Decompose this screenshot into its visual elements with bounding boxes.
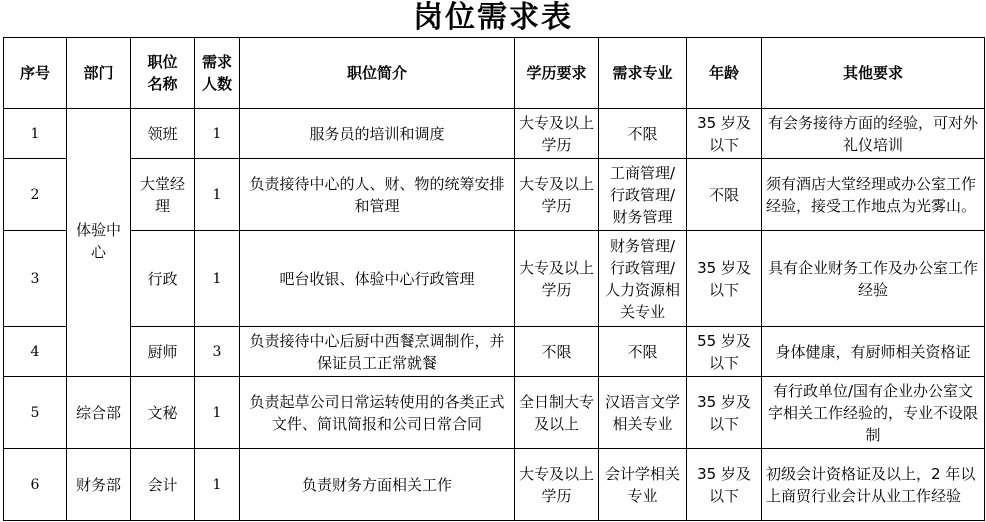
position-cell: 领班 bbox=[131, 109, 195, 159]
table-row bbox=[4, 109, 985, 159]
major-cell: 不限 bbox=[599, 109, 687, 159]
education-cell: 不限 bbox=[515, 327, 599, 377]
other-cell: 身体健康，有厨师相关资格证 bbox=[762, 327, 985, 377]
header-age: 年龄 bbox=[687, 38, 762, 109]
major-cell: 工商管理/行政管理/财务管理 bbox=[599, 159, 687, 231]
education-cell: 大专及以上学历 bbox=[515, 159, 599, 231]
header-other: 其他要求 bbox=[762, 38, 985, 109]
age-cell: 35 岁及以下 bbox=[687, 109, 762, 159]
description-cell: 负责起草公司日常运转使用的各类正式文件、简讯简报和公司日常合同 bbox=[240, 377, 515, 449]
major-cell: 会计学相关专业 bbox=[599, 449, 687, 521]
position-cell: 厨师 bbox=[131, 327, 195, 377]
department-cell: 财务部 bbox=[67, 449, 131, 521]
count-cell: 1 bbox=[195, 231, 240, 327]
other-cell: 须有酒店大堂经理或办公室工作经验，接受工作地点为光雾山。 bbox=[762, 159, 985, 231]
row-index: 2 bbox=[4, 159, 67, 231]
header-department: 部门 bbox=[67, 38, 131, 109]
row-index: 3 bbox=[4, 231, 67, 327]
department-cell: 综合部 bbox=[67, 377, 131, 449]
page-title: 岗位需求表 bbox=[413, 0, 573, 35]
other-cell: 初级会计资格证及以上，2 年以上商贸行业会计从业工作经验 bbox=[762, 449, 985, 521]
header-index: 序号 bbox=[4, 38, 67, 109]
count-cell: 3 bbox=[195, 327, 240, 377]
count-cell: 1 bbox=[195, 159, 240, 231]
description-cell: 负责财务方面相关工作 bbox=[240, 449, 515, 521]
major-cell: 财务管理/行政管理/人力资源相关专业 bbox=[599, 231, 687, 327]
education-cell: 大专及以上学历 bbox=[515, 109, 599, 159]
education-cell: 大专及以上学历 bbox=[515, 231, 599, 327]
job-requirements-table bbox=[3, 37, 985, 521]
age-cell: 35 岁及以下 bbox=[687, 449, 762, 521]
other-cell: 具有企业财务工作及办公室工作经验 bbox=[762, 231, 985, 327]
position-cell: 大堂经理 bbox=[131, 159, 195, 231]
position-cell: 会计 bbox=[131, 449, 195, 521]
header-description: 职位简介 bbox=[240, 38, 515, 109]
education-cell: 全日制大专及以上 bbox=[515, 377, 599, 449]
row-index: 1 bbox=[4, 109, 67, 159]
description-cell: 负责接待中心后厨中西餐烹调制作，并保证员工正常就餐 bbox=[240, 327, 515, 377]
count-cell: 1 bbox=[195, 449, 240, 521]
position-cell: 文秘 bbox=[131, 377, 195, 449]
description-cell: 负责接待中心的人、财、物的统筹安排和管理 bbox=[240, 159, 515, 231]
header-major: 需求专业 bbox=[599, 38, 687, 109]
table-row bbox=[4, 231, 985, 327]
department-cell: 体验中心 bbox=[67, 109, 131, 377]
row-index: 6 bbox=[4, 449, 67, 521]
other-cell: 有行政单位/国有企业办公室文字相关工作经验的，专业不设限制 bbox=[762, 377, 985, 449]
description-cell: 吧台收银、体验中心行政管理 bbox=[240, 231, 515, 327]
age-cell: 55 岁及以下 bbox=[687, 327, 762, 377]
header-row bbox=[4, 38, 985, 109]
description-cell: 服务员的培训和调度 bbox=[240, 109, 515, 159]
count-cell: 1 bbox=[195, 109, 240, 159]
header-count: 需求 人数 bbox=[195, 38, 240, 109]
age-cell: 不限 bbox=[687, 159, 762, 231]
position-cell: 行政 bbox=[131, 231, 195, 327]
major-cell: 不限 bbox=[599, 327, 687, 377]
row-index: 4 bbox=[4, 327, 67, 377]
age-cell: 35 岁及以下 bbox=[687, 231, 762, 327]
major-cell: 汉语言文学相关专业 bbox=[599, 377, 687, 449]
count-cell: 1 bbox=[195, 377, 240, 449]
header-position: 职位 名称 bbox=[131, 38, 195, 109]
table-row bbox=[4, 327, 985, 377]
table-row bbox=[4, 159, 985, 231]
row-index: 5 bbox=[4, 377, 67, 449]
table-row bbox=[4, 377, 985, 449]
other-cell: 有会务接待方面的经验，可对外礼仪培训 bbox=[762, 109, 985, 159]
education-cell: 大专及以上学历 bbox=[515, 449, 599, 521]
table-row bbox=[4, 449, 985, 521]
age-cell: 35 岁及以下 bbox=[687, 377, 762, 449]
header-education: 学历要求 bbox=[515, 38, 599, 109]
